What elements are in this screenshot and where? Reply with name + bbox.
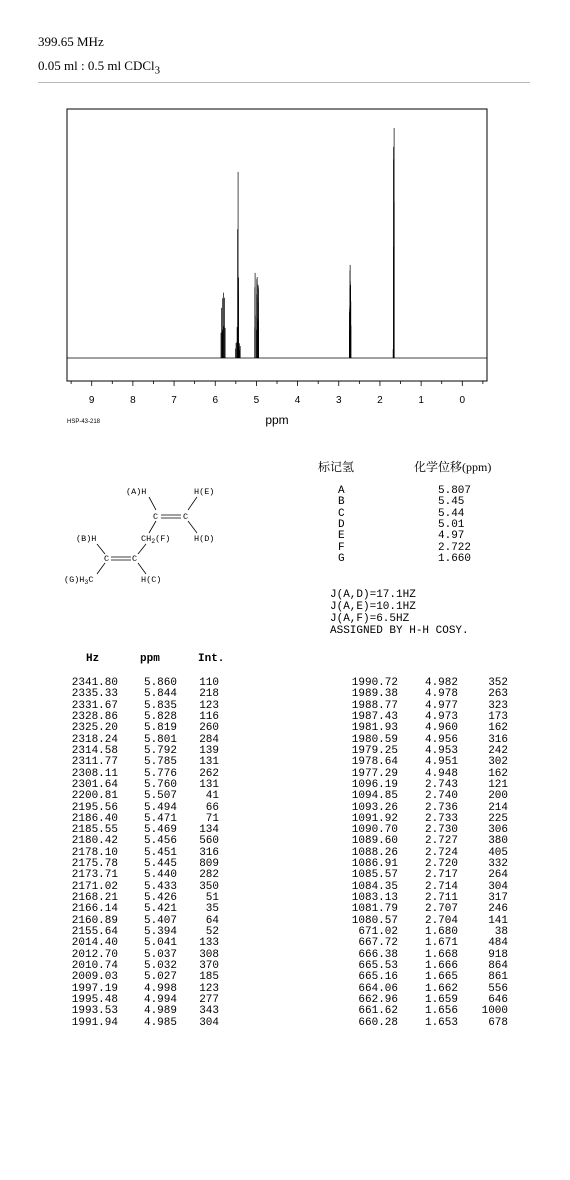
peak-cell-ppm: 5.394 bbox=[143, 926, 177, 939]
assignment-label: A bbox=[338, 485, 345, 497]
peak-cell-hz: 2009.03 bbox=[71, 971, 118, 984]
peak-cell-ppm: 2.727 bbox=[424, 835, 458, 848]
label-hc: H(C) bbox=[141, 575, 162, 585]
peak-cell-int: 316 bbox=[199, 846, 219, 859]
assignment-label: E bbox=[338, 530, 345, 543]
peak-cell-int: 52 bbox=[205, 926, 219, 939]
peak-cell-int: 332 bbox=[488, 858, 508, 871]
peak-cell-int: 560 bbox=[199, 835, 219, 848]
peak-cell-int: 133 bbox=[199, 937, 219, 950]
peak-cell-int: 225 bbox=[488, 812, 508, 825]
peak-cell-int: 405 bbox=[488, 846, 508, 859]
peak-cell-hz: 1977.29 bbox=[351, 767, 398, 780]
peak-cell-hz: 2168.21 bbox=[71, 892, 118, 905]
peak-cell-hz: 1091.92 bbox=[351, 812, 398, 825]
peak-cell-int: 263 bbox=[488, 688, 508, 701]
assignment-shift: 5.807 bbox=[438, 485, 472, 497]
label-hd: H(D) bbox=[194, 534, 215, 544]
ch2-tag: (F) bbox=[155, 534, 171, 544]
peak-cell-hz: 2155.64 bbox=[71, 926, 118, 939]
assignment-row bbox=[318, 519, 488, 531]
x-tick-label: 9 bbox=[88, 395, 95, 406]
peak-cell-int: 264 bbox=[488, 869, 508, 882]
peak-cell-hz: 2195.56 bbox=[71, 801, 118, 814]
peak-cell-int: 110 bbox=[199, 677, 219, 689]
assignment-shift: 5.01 bbox=[438, 518, 465, 531]
peak-cell-hz: 2308.11 bbox=[71, 767, 118, 780]
peak-cell-int: 302 bbox=[488, 756, 508, 769]
peak-cell-ppm: 2.730 bbox=[424, 824, 458, 837]
peak-cell-int: 131 bbox=[199, 778, 219, 791]
peak-cell-hz: 1995.48 bbox=[71, 993, 118, 1006]
peak-cell-hz: 665.53 bbox=[358, 960, 398, 972]
peak-cell-hz: 1981.93 bbox=[351, 722, 398, 735]
peak-cell-int: 323 bbox=[488, 699, 508, 712]
label-c4: C bbox=[132, 554, 138, 564]
peak-cell-hz: 664.06 bbox=[358, 982, 398, 995]
peak-cell-hz: 2160.89 bbox=[71, 914, 118, 927]
peak-cell-hz: 2166.14 bbox=[71, 903, 118, 916]
peak-cell-ppm: 1.656 bbox=[424, 1005, 458, 1018]
assignment-row bbox=[318, 542, 488, 554]
peak-cell-hz: 1096.19 bbox=[351, 778, 398, 791]
peak-cell-hz: 2180.42 bbox=[71, 835, 118, 848]
peak-cell-int: 123 bbox=[199, 699, 219, 712]
peak-cell-ppm: 4.998 bbox=[143, 982, 177, 995]
g-text: (G)H bbox=[64, 575, 85, 585]
peak-cell-hz: 1086.91 bbox=[351, 858, 398, 871]
label-he: H(E) bbox=[194, 487, 215, 497]
assignment-row bbox=[318, 530, 488, 542]
peak-cell-int: 131 bbox=[199, 756, 219, 769]
peak-cell-int: 343 bbox=[199, 1005, 219, 1018]
peak-cell-ppm: 5.776 bbox=[143, 767, 177, 780]
peak-cell-int: 71 bbox=[205, 812, 219, 825]
peak-cell-hz: 1081.79 bbox=[351, 903, 398, 916]
peak-cell-int: 141 bbox=[488, 914, 508, 927]
peak-cell-int: 173 bbox=[488, 710, 508, 723]
peak-cell-ppm: 4.978 bbox=[424, 688, 458, 701]
peak-cell-ppm: 4.956 bbox=[424, 733, 458, 746]
assignment-shift: 1.660 bbox=[438, 552, 472, 565]
peak-cell-int: 350 bbox=[199, 880, 219, 893]
peak-cell-hz: 1090.70 bbox=[351, 824, 398, 837]
peak-cell-int: 64 bbox=[205, 914, 219, 927]
peak-cell-int: 918 bbox=[488, 948, 508, 961]
assignment-header bbox=[318, 458, 492, 475]
peak-cell-hz: 1080.57 bbox=[351, 914, 398, 927]
x-tick-label: 1 bbox=[418, 395, 424, 406]
peak-cell-hz: 665.16 bbox=[358, 971, 398, 984]
assignment-label: F bbox=[338, 541, 345, 554]
peak-cell-hz: 660.28 bbox=[358, 1016, 398, 1029]
peak-cell-hz: 1085.57 bbox=[351, 869, 398, 882]
peak-cell-hz: 671.02 bbox=[358, 926, 398, 939]
peak-cell-ppm: 1.680 bbox=[424, 926, 458, 939]
peak-cell-hz: 2171.02 bbox=[71, 880, 118, 893]
molecule-structure bbox=[0, 0, 320, 620]
assignment-label: D bbox=[338, 518, 345, 531]
peak-cell-ppm: 2.720 bbox=[424, 858, 458, 871]
solvent-text: 0.05 ml : 0.5 ml CDCl bbox=[38, 58, 155, 73]
peak-cell-int: 316 bbox=[488, 733, 508, 746]
assignment-row bbox=[318, 496, 488, 508]
peak-cell-hz: 2301.64 bbox=[71, 778, 118, 791]
peak-cell-int: 380 bbox=[488, 835, 508, 848]
x-tick-label: 7 bbox=[171, 395, 177, 406]
peak-cell-hz: 2178.10 bbox=[71, 846, 118, 859]
peak-cell-ppm: 5.433 bbox=[143, 880, 177, 893]
peak-cell-ppm: 5.041 bbox=[143, 937, 177, 950]
peak-cell-ppm: 2.717 bbox=[424, 869, 458, 882]
peak-cell-int: 123 bbox=[199, 982, 219, 995]
peak-cell-ppm: 5.844 bbox=[143, 688, 177, 701]
peak-cell-int: 306 bbox=[488, 824, 508, 837]
peak-cell-ppm: 1.668 bbox=[424, 948, 458, 961]
peak-cell-hz: 2311.77 bbox=[71, 756, 118, 769]
peak-cell-int: 304 bbox=[488, 880, 508, 893]
peak-cell-int: 864 bbox=[488, 960, 508, 972]
x-tick-label: 5 bbox=[253, 395, 260, 406]
peak-cell-int: 282 bbox=[199, 869, 219, 882]
assignment-row bbox=[318, 508, 488, 520]
peak-cell-int: 35 bbox=[205, 903, 219, 916]
coupling-constants bbox=[330, 589, 469, 637]
g-c: C bbox=[88, 575, 94, 585]
peak-cell-ppm: 1.653 bbox=[424, 1016, 458, 1029]
peak-cell-ppm: 5.792 bbox=[143, 744, 177, 757]
peak-cell-hz: 2200.81 bbox=[71, 790, 118, 803]
peak-cell-int: 809 bbox=[199, 858, 219, 871]
peak-cell-hz: 1094.85 bbox=[351, 790, 398, 803]
assignment-label: B bbox=[338, 496, 345, 509]
coupling-line: J(A,D)=17.1HZ bbox=[330, 589, 416, 601]
peak-cell-ppm: 5.507 bbox=[143, 790, 177, 803]
peak-cell-hz: 1089.60 bbox=[351, 835, 398, 848]
peak-table-header-ppm: ppm bbox=[140, 653, 160, 665]
peak-cell-ppm: 4.960 bbox=[424, 722, 458, 735]
peak-cell-int: 214 bbox=[488, 801, 508, 814]
label-ch2 bbox=[141, 534, 170, 545]
peak-cell-ppm: 4.951 bbox=[424, 756, 458, 769]
label-c2: C bbox=[183, 512, 189, 522]
peak-cell-ppm: 2.711 bbox=[424, 892, 458, 905]
label-c1: C bbox=[153, 512, 159, 522]
peak-cell-hz: 1979.25 bbox=[351, 744, 398, 757]
peak-cell-ppm: 5.835 bbox=[143, 699, 177, 712]
peak-cell-ppm: 5.801 bbox=[143, 733, 177, 746]
label-c3: C bbox=[104, 554, 110, 564]
solvent-subscript: 3 bbox=[154, 64, 161, 77]
peak-cell-hz: 1987.43 bbox=[351, 710, 398, 723]
peak-cell-hz: 661.62 bbox=[358, 1005, 398, 1018]
peak-cell-int: 370 bbox=[199, 960, 219, 972]
peak-cell-hz: 2173.71 bbox=[71, 869, 118, 882]
peak-cell-int: 139 bbox=[199, 744, 219, 757]
peak-cell-int: 678 bbox=[488, 1016, 508, 1029]
peak-cell-ppm: 5.471 bbox=[143, 812, 177, 825]
peak-cell-ppm: 5.494 bbox=[143, 801, 177, 814]
peak-cell-hz: 2331.67 bbox=[71, 699, 118, 712]
x-tick-label: 0 bbox=[459, 395, 466, 406]
peak-cell-ppm: 2.724 bbox=[424, 846, 458, 859]
peak-cell-hz: 1978.64 bbox=[351, 756, 398, 769]
x-axis-label: ppm bbox=[265, 413, 289, 427]
peak-cell-int: 317 bbox=[488, 892, 508, 905]
peak-cell-ppm: 2.740 bbox=[424, 790, 458, 803]
x-tick-label: 4 bbox=[294, 395, 301, 406]
peak-cell-int: 861 bbox=[488, 971, 508, 984]
peak-cell-hz: 1083.13 bbox=[351, 892, 398, 905]
coupling-line: J(A,F)=6.5HZ bbox=[330, 613, 410, 625]
peak-cell-ppm: 5.426 bbox=[143, 892, 177, 905]
peak-cell-ppm: 5.860 bbox=[143, 677, 177, 689]
peak-cell-hz: 1993.53 bbox=[71, 1005, 118, 1018]
peak-cell-hz: 1997.19 bbox=[71, 982, 118, 995]
label-bh: (B)H bbox=[76, 534, 97, 544]
peak-cell-ppm: 5.760 bbox=[143, 778, 177, 791]
peak-cell-ppm: 1.665 bbox=[424, 971, 458, 984]
peak-cell-ppm: 5.828 bbox=[143, 710, 177, 723]
peak-cell-int: 41 bbox=[205, 790, 219, 803]
sample-id: HSP-43-218 bbox=[67, 419, 101, 425]
x-tick-label: 2 bbox=[377, 395, 383, 406]
peak-cell-ppm: 2.704 bbox=[424, 914, 458, 927]
peak-cell-int: 284 bbox=[199, 733, 219, 746]
assignment-shift: 4.97 bbox=[438, 530, 465, 543]
peak-cell-hz: 2325.20 bbox=[71, 722, 118, 735]
peak-cell-int: 134 bbox=[199, 824, 219, 837]
peak-cell-hz: 1988.77 bbox=[351, 699, 398, 712]
peak-cell-int: 304 bbox=[199, 1016, 219, 1029]
label-ah: (A)H bbox=[126, 487, 147, 497]
peak-cell-ppm: 5.785 bbox=[143, 756, 177, 769]
peak-cell-hz: 2185.55 bbox=[71, 824, 118, 837]
assignment-shift: 5.44 bbox=[438, 507, 465, 520]
assignment-label: G bbox=[338, 552, 345, 565]
peak-cell-ppm: 4.953 bbox=[424, 744, 458, 757]
peak-cell-hz: 1989.38 bbox=[351, 688, 398, 701]
peak-cell-int: 277 bbox=[199, 993, 219, 1006]
peak-cell-ppm: 1.671 bbox=[424, 937, 458, 950]
label-g bbox=[64, 575, 93, 586]
peak-cell-hz: 662.96 bbox=[358, 993, 398, 1006]
peak-cell-ppm: 5.451 bbox=[143, 846, 177, 859]
peak-cell-hz: 2328.86 bbox=[71, 710, 118, 723]
peak-cell-int: 1000 bbox=[481, 1005, 508, 1018]
assignment-col-label: 标记氢 bbox=[318, 460, 355, 474]
peak-cell-ppm: 4.948 bbox=[424, 767, 458, 780]
peak-cell-ppm: 4.977 bbox=[424, 699, 458, 712]
peak-cell-int: 51 bbox=[205, 892, 219, 905]
peak-cell-ppm: 5.469 bbox=[143, 824, 177, 837]
peak-table-header-hz: Hz bbox=[86, 653, 100, 665]
peak-cell-ppm: 5.407 bbox=[143, 914, 177, 927]
peak-table-header-int: Int. bbox=[198, 653, 225, 665]
peak-cell-ppm: 5.456 bbox=[143, 835, 177, 848]
peak-cell-ppm: 2.714 bbox=[424, 880, 458, 893]
peak-cell-hz: 2010.74 bbox=[71, 960, 118, 972]
assignment-label: C bbox=[338, 507, 345, 520]
peak-cell-ppm: 5.032 bbox=[143, 960, 177, 972]
peak-cell-ppm: 1.666 bbox=[424, 960, 458, 972]
peak-cell-hz: 2186.40 bbox=[71, 812, 118, 825]
peak-cell-ppm: 4.973 bbox=[424, 710, 458, 723]
peak-cell-ppm: 5.421 bbox=[143, 903, 177, 916]
peak-cell-ppm: 1.659 bbox=[424, 993, 458, 1006]
assignment-row bbox=[318, 553, 488, 565]
assignment-shift: 2.722 bbox=[438, 541, 472, 554]
peak-cell-ppm: 5.445 bbox=[143, 858, 177, 871]
x-tick-label: 3 bbox=[335, 395, 342, 406]
peak-cell-hz: 1991.94 bbox=[71, 1016, 118, 1029]
peak-cell-hz: 1088.26 bbox=[351, 846, 398, 859]
peak-cell-ppm: 2.736 bbox=[424, 801, 458, 814]
peak-cell-ppm: 4.985 bbox=[143, 1016, 177, 1029]
peak-cell-hz: 2014.40 bbox=[71, 937, 118, 950]
peak-cell-int: 185 bbox=[199, 971, 219, 984]
peak-cell-ppm: 4.989 bbox=[143, 1005, 177, 1018]
peak-cell-hz: 2175.78 bbox=[71, 858, 118, 871]
coupling-line: ASSIGNED BY H-H COSY. bbox=[330, 625, 469, 637]
peak-cell-int: 246 bbox=[488, 903, 508, 916]
peak-cell-hz: 1084.35 bbox=[351, 880, 398, 893]
peak-cell-hz: 2335.33 bbox=[71, 688, 118, 701]
peak-cell-int: 484 bbox=[488, 937, 508, 950]
peak-cell-int: 116 bbox=[199, 710, 219, 723]
peak-cell-int: 556 bbox=[488, 982, 508, 995]
peak-cell-int: 162 bbox=[488, 767, 508, 780]
peak-cell-int: 38 bbox=[494, 926, 508, 939]
peak-cell-hz: 2318.24 bbox=[71, 733, 118, 746]
spectrometer-frequency: 399.65 MHz bbox=[38, 34, 104, 49]
coupling-line: J(A,E)=10.1HZ bbox=[330, 601, 416, 613]
peak-cell-hz: 2314.58 bbox=[71, 744, 118, 757]
peak-cell-int: 162 bbox=[488, 722, 508, 735]
peak-cell-int: 352 bbox=[488, 677, 508, 689]
peak-cell-hz: 2341.80 bbox=[71, 677, 118, 689]
peak-cell-ppm: 2.733 bbox=[424, 812, 458, 825]
peak-cell-int: 260 bbox=[199, 722, 219, 735]
peak-cell-ppm: 4.982 bbox=[424, 677, 458, 689]
assignment-col-shift: 化学位移(ppm) bbox=[414, 460, 492, 474]
peak-cell-ppm: 5.037 bbox=[143, 948, 177, 961]
peak-cell-int: 121 bbox=[488, 778, 508, 791]
peak-cell-int: 218 bbox=[199, 688, 219, 701]
peak-cell-int: 200 bbox=[488, 790, 508, 803]
peak-cell-ppm: 2.707 bbox=[424, 903, 458, 916]
x-tick-label: 8 bbox=[130, 395, 136, 406]
peak-cell-hz: 2012.70 bbox=[71, 948, 118, 961]
peak-cell-int: 242 bbox=[488, 744, 508, 757]
peak-cell-ppm: 5.819 bbox=[143, 722, 177, 735]
peak-cell-hz: 1093.26 bbox=[351, 801, 398, 814]
peak-cell-hz: 1990.72 bbox=[351, 677, 398, 689]
x-tick-label: 6 bbox=[212, 395, 219, 406]
peak-cell-ppm: 4.994 bbox=[143, 993, 177, 1006]
peak-cell-int: 66 bbox=[205, 801, 219, 814]
peak-cell-int: 646 bbox=[488, 993, 508, 1006]
assignment-shift: 5.45 bbox=[438, 496, 465, 509]
peak-cell-ppm: 2.743 bbox=[424, 778, 458, 791]
ch2-text: CH bbox=[141, 534, 152, 544]
peak-cell-hz: 1980.59 bbox=[351, 733, 398, 746]
assignment-row bbox=[318, 485, 488, 497]
peak-cell-int: 308 bbox=[199, 948, 219, 961]
peak-cell-hz: 667.72 bbox=[358, 937, 398, 950]
peak-cell-ppm: 1.662 bbox=[424, 982, 458, 995]
peak-cell-int: 262 bbox=[199, 767, 219, 780]
ch2-sub: 2 bbox=[151, 538, 156, 545]
g-sub: 3 bbox=[84, 579, 89, 586]
peak-cell-hz: 666.38 bbox=[358, 948, 398, 961]
peak-cell-ppm: 5.440 bbox=[143, 869, 177, 882]
peak-cell-ppm: 5.027 bbox=[143, 971, 177, 984]
